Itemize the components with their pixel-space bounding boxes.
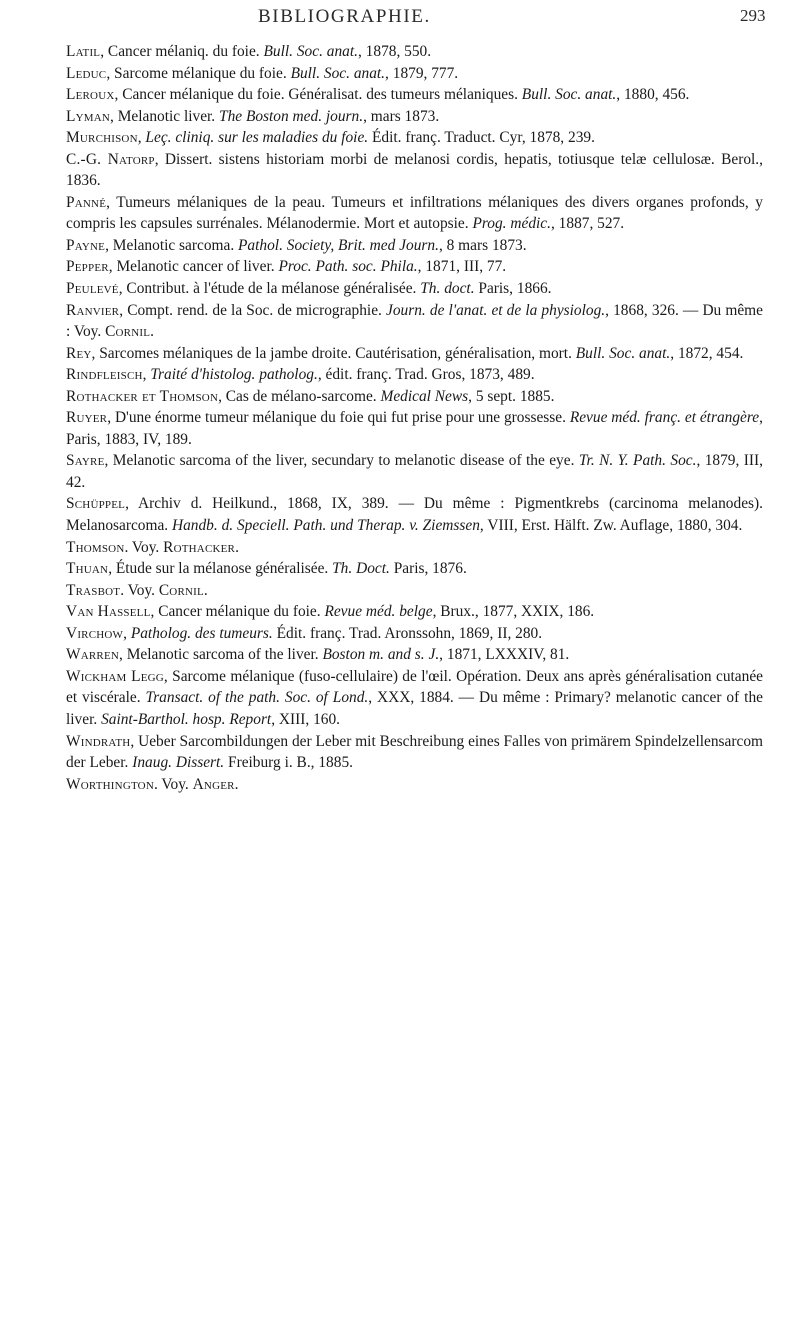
entry-text: , Compt. rend. de la Soc. de micrographie. [119, 301, 387, 319]
entry-text: , D'une énorme tumeur mélanique du foie qui fut prise pour une grossesse. [107, 409, 570, 427]
entry-text: , Melanotic liver. [110, 107, 220, 125]
bibliography-entry [66, 537, 763, 559]
entry-text: , XXX, 1884. — Du même : Primary? melanotic cancer of the liver. [66, 689, 763, 728]
entry-author: Cornil [158, 581, 204, 599]
entry-text: , 1880, 456. [616, 86, 690, 104]
entry-text: Paris, 1876. [389, 560, 467, 578]
entry-source: Saint-Barthol. hosp. Report [101, 710, 272, 728]
entry-text: , 1887, 527. [550, 215, 625, 233]
entry-source: Patholog. des tumeurs. [130, 624, 273, 642]
entry-author: Murchison [66, 129, 138, 147]
bibliography-entry [66, 386, 763, 408]
entry-text: , Sarcome mélanique (fuso-cellulaire) de l'œil. Opération. Deux ans après généralisation cutanée et viscérale. [66, 667, 763, 707]
entry-source: Boston m. and s. J. [322, 646, 440, 664]
entry-source: Bull. Soc. anat. [575, 344, 671, 362]
entry-source: Bull. Soc. anat. [290, 64, 386, 82]
entry-text: Paris, 1866. [474, 280, 552, 298]
entry-text: , Brux., 1877, XXIX, 186. [432, 603, 595, 621]
entry-text: , Tumeurs mélaniques de la peau. Tumeurs et infiltrations mélaniques des divers organes profonds, y compris les capsules surrénales. Mélanodermie. Mort et autopsie. [66, 193, 763, 233]
entry-author: Worthington [66, 775, 154, 793]
entry-author: Peulevé [66, 280, 119, 298]
entry-author: Trasbot [66, 581, 121, 599]
bibliography-entry [66, 580, 763, 602]
entry-source: Journ. de l'anat. et de la physiolog. [386, 301, 606, 319]
entry-text: . Voy. [124, 538, 164, 556]
entry-source: Bull. Soc. anat. [521, 86, 617, 104]
entry-text: , Cancer mélaniq. du foie. [100, 43, 264, 60]
entry-text: , 1871, III, 77. [417, 258, 507, 276]
entry-source: The Boston med. journ. [219, 107, 364, 125]
bibliography-entry [66, 558, 763, 580]
entry-author: Virchow [66, 624, 124, 642]
entry-author: Wickham Legg [66, 667, 164, 685]
entry-source: Pathol. Society, Brit. med Journ. [238, 236, 439, 254]
entry-source: Transact. of the path. Soc. of Lond. [145, 689, 369, 707]
entry-text: , Paris, 1883, IV, 189. [66, 409, 763, 448]
entry-source: Th. Doct. [332, 560, 390, 578]
bibliography-entry [66, 731, 763, 774]
running-head [0, 6, 801, 30]
entry-text: , Melanotic sarcoma. [105, 236, 239, 254]
entry-author: Rothacker [163, 538, 236, 556]
entry-author: Van Hassell [66, 603, 151, 621]
entry-text: , XIII, 160. [271, 710, 341, 728]
bibliography-entry [66, 364, 763, 386]
bibliography-entry [66, 343, 763, 365]
bibliography-entry [66, 127, 763, 149]
entry-source: Bull. Soc. anat. [263, 43, 358, 60]
entry-text: , Sarcomes mélaniques de la jambe droite. Cautérisation, généralisation, mort. [91, 344, 576, 362]
entry-source: Medical News [380, 387, 469, 405]
entry-text: Édit. franç. Trad. Aronssohn, 1869, II, 280. [272, 624, 543, 642]
entry-author: Rindfleisch [66, 366, 143, 384]
entry-text: , 1868, 326. — Du même : Voy. [66, 301, 763, 341]
entry-text: , Cancer mélanique du foie. Généralisat. des tumeurs mélaniques. [114, 86, 522, 104]
entry-source: Proc. Path. soc. Phila. [278, 258, 418, 276]
entry-source: Inaug. Dissert. [132, 754, 225, 772]
entry-author: Cornil [105, 323, 151, 341]
entry-source: Traité d'histolog. patholog. [150, 366, 318, 384]
entry-author: Thomson [66, 538, 125, 556]
bibliography-entry [66, 666, 763, 731]
entry-author: Schüppel [66, 495, 126, 513]
bibliography-entry [66, 601, 763, 623]
entry-author: C.-G. Natorp [66, 150, 155, 168]
entry-text: , 1872, 454. [670, 344, 744, 362]
entry-text: Édit. franç. Traduct. Cyr, 1878, 239. [368, 129, 595, 147]
entry-source: Leç. cliniq. sur les maladies du foie. [145, 129, 369, 147]
entry-text: . [150, 323, 154, 341]
entry-text: , Cancer mélanique du foie. [150, 603, 325, 621]
entry-author: Thuan [66, 560, 109, 578]
entry-text: , Dissert. sistens historiam morbi de melanosi cordis, hepatis, totiusque telæ cellulosæ. Berol., 1836. [66, 150, 763, 190]
entry-text: , Cas de mélano-sarcome. [218, 387, 381, 405]
bibliography-entry [66, 192, 763, 235]
entry-author: Ranvier [66, 301, 120, 319]
entry-text: , 5 sept. 1885. [468, 387, 555, 405]
bibliography-entry [66, 407, 763, 450]
entry-text: . Voy. [120, 581, 159, 599]
entry-author: Rothacker et Thomson [66, 387, 219, 405]
entry-text: , [142, 366, 151, 384]
bibliography-list [66, 41, 763, 795]
entry-text: Freiburg i. B., 1885. [224, 754, 353, 772]
entry-text: , 1871, LXXXIV, 81. [439, 646, 570, 664]
entry-text: . [235, 538, 239, 556]
entry-author: Pepper [66, 258, 109, 276]
entry-author: Leduc [66, 64, 107, 82]
entry-text: , Archiv d. Heilkund., 1868, IX, 389. — Du même : Pigmentkrebs (carcinoma melanodes). Melanosarcoma. [66, 495, 763, 535]
entry-text: , 1878, 550. [357, 43, 432, 60]
entry-text: , Étude sur la mélanose généralisée. [108, 560, 333, 578]
entry-text: , VIII, Erst. Hälft. Zw. Auflage, 1880, 304. [479, 517, 743, 535]
entry-author: Sayre [66, 452, 105, 470]
entry-text: , édit. franç. Trad. Gros, 1873, 489. [317, 366, 535, 384]
bibliography-entry [66, 106, 763, 128]
bibliography-entry [66, 450, 763, 493]
entry-author: Panné [66, 193, 107, 211]
bibliography-entry [66, 235, 763, 257]
entry-source: Prog. médic. [472, 215, 551, 233]
entry-text: , Melanotic sarcoma of the liver, secundary to melanotic disease of the eye. [104, 452, 579, 470]
bibliography-entry [66, 84, 763, 106]
entry-text: , Sarcome mélanique du foie. [106, 64, 291, 82]
entry-text: . [234, 775, 239, 793]
bibliography-entry [66, 300, 763, 343]
entry-author: Ruyer [66, 409, 108, 427]
entry-source: Handb. d. Speciell. Path. und Therap. v. Ziemssen [171, 517, 480, 535]
entry-author: Warren [66, 646, 120, 664]
running-title: BIBLIOGRAPHIE. [258, 6, 431, 27]
entry-text: , 1879, 777. [385, 64, 459, 82]
entry-source: Tr. N. Y. Path. Soc. [578, 452, 697, 470]
entry-text: . [203, 581, 208, 599]
entry-author: Latil [66, 43, 101, 60]
entry-author: Lyman [66, 107, 111, 125]
entry-source: Revue méd. belge [324, 603, 433, 621]
entry-text: , 1879, III, 42. [66, 452, 763, 491]
bibliography-entry [66, 149, 763, 192]
entry-author: Rey [66, 344, 92, 362]
entry-source: Revue méd. franç. et étrangère [569, 409, 760, 427]
bibliography-entry [66, 644, 763, 666]
bibliography-entry [66, 256, 763, 278]
bibliography-entry [66, 493, 763, 536]
entry-text: , [137, 129, 146, 147]
entry-author: Anger [192, 775, 235, 793]
entry-text: , Contribut. à l'étude de la mélanose généralisée. [118, 280, 421, 298]
bibliography-entry [66, 41, 763, 63]
entry-source: Th. doct. [420, 280, 475, 298]
entry-author: Payne [66, 236, 106, 254]
entry-author: Leroux [66, 86, 115, 104]
entry-text: , Melanotic cancer of liver. [108, 258, 279, 276]
bibliography-entry [66, 623, 763, 645]
entry-text: . Voy. [153, 775, 193, 793]
entry-author: Windrath [66, 732, 131, 750]
page-number: 293 [740, 6, 766, 25]
entry-text: , Melanotic sarcoma of the liver. [119, 646, 323, 664]
bibliography-entry [66, 774, 763, 796]
entry-text: , 8 mars 1873. [438, 236, 527, 254]
bibliography-entry [66, 278, 763, 300]
entry-text: , Ueber Sarcombildungen der Leber mit Beschreibung eines Falles von primärem Spindelzellensarcom der Leber. [66, 732, 763, 772]
entry-text: , [123, 624, 131, 642]
entry-text: , mars 1873. [363, 107, 440, 125]
bibliography-entry [66, 63, 763, 85]
